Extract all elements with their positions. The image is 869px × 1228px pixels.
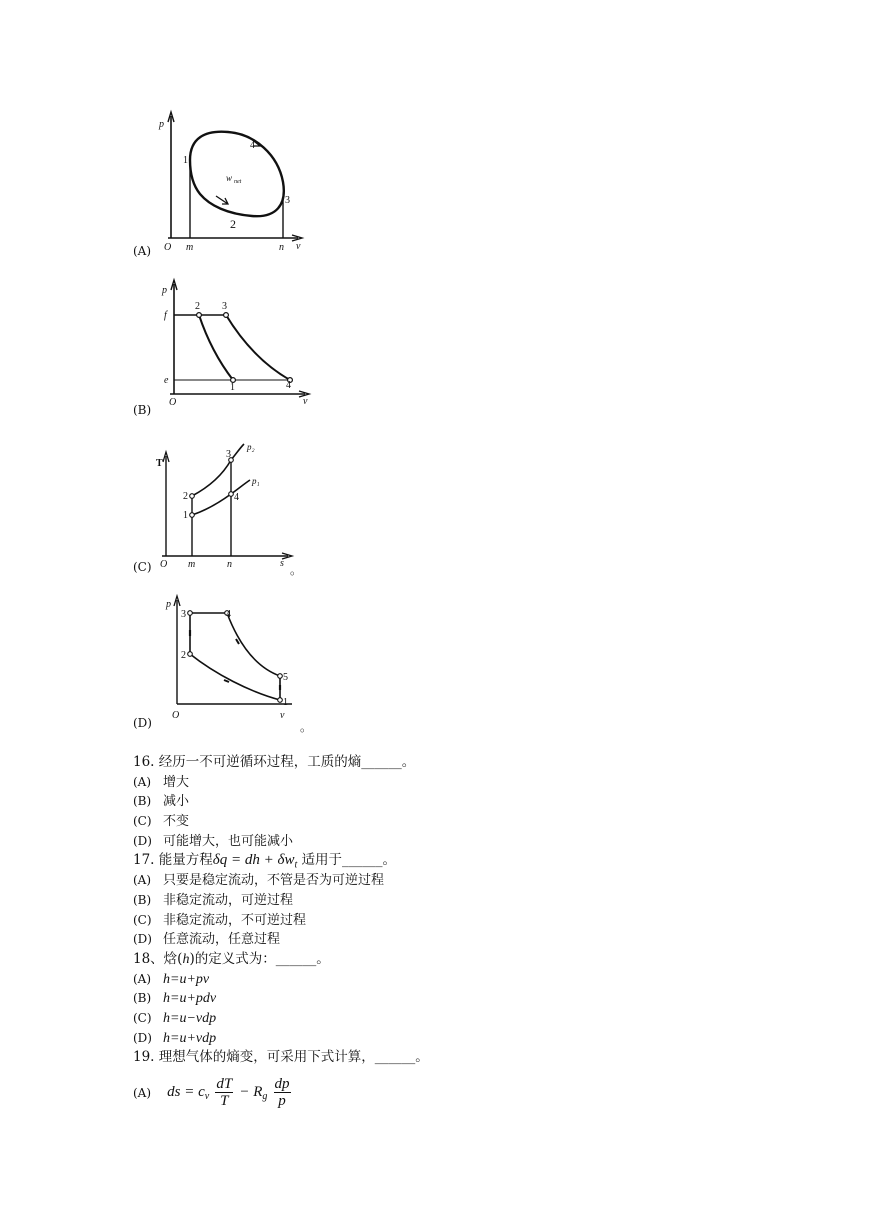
process-1-2	[190, 654, 280, 700]
process-4-5	[227, 613, 280, 676]
tick-m-label: m	[188, 559, 196, 570]
question-16-option-a	[133, 773, 753, 793]
option-text: 任意流动，任意过程	[163, 932, 281, 948]
point-5-marker	[278, 674, 283, 679]
question-17-option-d	[133, 930, 753, 950]
fraction-numerator: dT	[216, 1076, 233, 1092]
origin-label: O	[160, 559, 168, 570]
question-16-option-b	[133, 792, 753, 812]
fraction-numerator: dp	[274, 1076, 290, 1092]
point-2-label: 2	[183, 491, 188, 502]
option-tag: (A)	[133, 774, 152, 789]
point-5-label: 5	[283, 672, 288, 683]
isobar-p2	[192, 444, 244, 496]
point-1-label: 1	[183, 155, 188, 166]
option-tag: (C)	[133, 912, 152, 927]
rg-subscript: g	[262, 1091, 268, 1102]
fraction-dp-p	[274, 1076, 291, 1109]
option-tag: (C)	[133, 814, 152, 829]
question-19-option-a	[133, 1076, 753, 1122]
question-16-stem: 16. 经历一不可逆循环过程，工质的熵______。	[133, 754, 416, 770]
option-formula: h=u+pv	[163, 971, 210, 987]
point-4-label: 4	[250, 140, 255, 151]
figure-a-pv-diagram	[150, 110, 320, 255]
point-4-label: 4	[286, 380, 291, 391]
option-text: 只要是稳定流动，不管是否为可逆过程	[163, 873, 385, 889]
question-16-option-c	[133, 812, 753, 832]
point-4-label: 4	[234, 492, 239, 503]
option-tag: (D)	[133, 932, 152, 947]
axis-x-label: s	[280, 558, 284, 569]
option-text: 不变	[163, 814, 190, 830]
figure-a-option-label: (A)	[133, 244, 152, 258]
option-text: 非稳定流动，不可逆过程	[163, 912, 307, 928]
figure-b-pv-diagram	[160, 278, 320, 408]
point-3-label: 3	[285, 195, 290, 206]
work-net-subscript: net	[234, 179, 242, 185]
axis-x-label: v	[296, 241, 301, 252]
energy-equation-subscript: t	[294, 860, 298, 872]
point-1-label: 1	[283, 697, 288, 708]
option-text: 减小	[163, 794, 190, 810]
option-tag: (D)	[133, 1030, 152, 1045]
point-1-label: 1	[183, 510, 188, 521]
flow-arrow-bottom	[216, 196, 228, 204]
axis-x-label: v	[303, 396, 308, 407]
energy-equation: δq = dh + δw	[212, 852, 295, 869]
question-18-option-b	[133, 989, 753, 1009]
origin-label: O	[164, 242, 172, 253]
question-19-stem: 19. 理想气体的熵变，可采用下式计算，______。	[133, 1049, 429, 1066]
curve-3-4	[226, 315, 290, 380]
figure-b	[160, 278, 320, 408]
stem-suffix: 适用于______。	[301, 852, 397, 869]
axis-y-label: p	[159, 119, 164, 130]
point-4-label: 4	[226, 609, 231, 620]
figure-c-option-label: (C)	[133, 560, 152, 574]
point-3-label: 3	[222, 301, 227, 312]
level-f-label: f	[164, 310, 167, 321]
point-1-marker	[278, 698, 283, 703]
point-1-marker	[190, 513, 195, 518]
tick-m-label: m	[186, 242, 194, 253]
axis-y-label: T	[156, 458, 163, 469]
question-17-option-c	[133, 911, 753, 931]
option-text: 非稳定流动，可逆过程	[163, 892, 294, 908]
point-2-label: 2	[195, 301, 200, 312]
option-tag: (B)	[133, 991, 152, 1006]
question-17-option-b	[133, 891, 753, 911]
figure-d-pv-diagram	[160, 592, 310, 727]
point-3-label: 3	[226, 449, 231, 460]
isobar-p2-label: p₂	[247, 442, 255, 452]
question-18-option-d	[133, 1029, 753, 1049]
option-tag: (C)	[133, 1010, 152, 1025]
option-tag: (A)	[133, 873, 152, 888]
tick-n-label: n	[227, 559, 232, 570]
figure-c-ts-diagram	[152, 438, 302, 570]
tick-n-label: n	[279, 242, 284, 253]
point-3-marker	[188, 611, 193, 616]
cycle-loop	[190, 132, 284, 216]
fraction-denominator: p	[278, 1093, 286, 1109]
point-3-marker	[224, 313, 229, 318]
question-18-option-c	[133, 1009, 753, 1029]
figure-b-option-label: (B)	[133, 403, 152, 417]
question-list	[133, 753, 753, 1122]
enthalpy-symbol: h	[182, 951, 190, 967]
option-formula: h=u−vdp	[163, 1010, 217, 1026]
level-e-label: e	[164, 375, 169, 386]
point-2-marker	[197, 313, 202, 318]
figure-d-option-label: (D)	[133, 716, 152, 730]
flow-mark-1-2	[224, 680, 229, 682]
flow-mark-4-5	[236, 639, 239, 644]
origin-label: O	[172, 710, 180, 721]
origin-label: O	[169, 397, 177, 408]
figure-c-trailing-mark: 。	[290, 563, 303, 577]
point-4-marker	[229, 492, 234, 497]
point-1-label: 1	[230, 382, 235, 393]
isobar-p1	[192, 480, 250, 515]
point-2-label: 2	[230, 217, 236, 231]
point-2-marker	[190, 494, 195, 499]
curve-2-1	[199, 315, 233, 380]
option-tag: (A)	[133, 1085, 152, 1100]
option-text: 可能增大，也可能减小	[163, 833, 294, 849]
question-18-stem	[133, 950, 753, 970]
option-formula: h=u+pdv	[163, 991, 217, 1007]
question-17-option-a	[133, 871, 753, 891]
stem-prefix: 18、焓(	[133, 950, 183, 967]
question-16-option-d	[133, 832, 753, 852]
figure-a	[150, 110, 320, 255]
option-tag: (A)	[133, 971, 152, 986]
isobar-p1-label: p₁	[252, 476, 260, 486]
option-formula: h=u+vdp	[163, 1030, 217, 1046]
question-18-option-a	[133, 970, 753, 990]
minus-rg: − R	[239, 1084, 263, 1100]
axis-y-label: p	[162, 285, 167, 296]
option-tag: (B)	[133, 892, 152, 907]
fraction-dT-T	[215, 1076, 233, 1109]
option-tag: (B)	[133, 794, 152, 809]
entropy-lhs: ds = c	[167, 1084, 205, 1100]
point-2-label: 2	[181, 650, 186, 661]
figure-d-trailing-mark: 。	[300, 720, 313, 734]
option-text: 增大	[163, 774, 190, 790]
cv-subscript: v	[204, 1091, 210, 1102]
question-17-stem	[133, 851, 753, 871]
stem-suffix: )的定义式为：______。	[189, 950, 330, 967]
point-3-label: 3	[181, 609, 186, 620]
figure-c	[152, 438, 302, 570]
axis-y-label: p	[166, 599, 171, 610]
fraction-denominator: T	[220, 1093, 229, 1109]
work-net-label: w	[226, 173, 233, 183]
stem-prefix: 17. 能量方程	[133, 852, 213, 869]
option-tag: (D)	[133, 833, 152, 848]
axis-x-label: v	[280, 710, 285, 721]
figure-d	[160, 592, 310, 727]
point-2-marker	[188, 652, 193, 657]
